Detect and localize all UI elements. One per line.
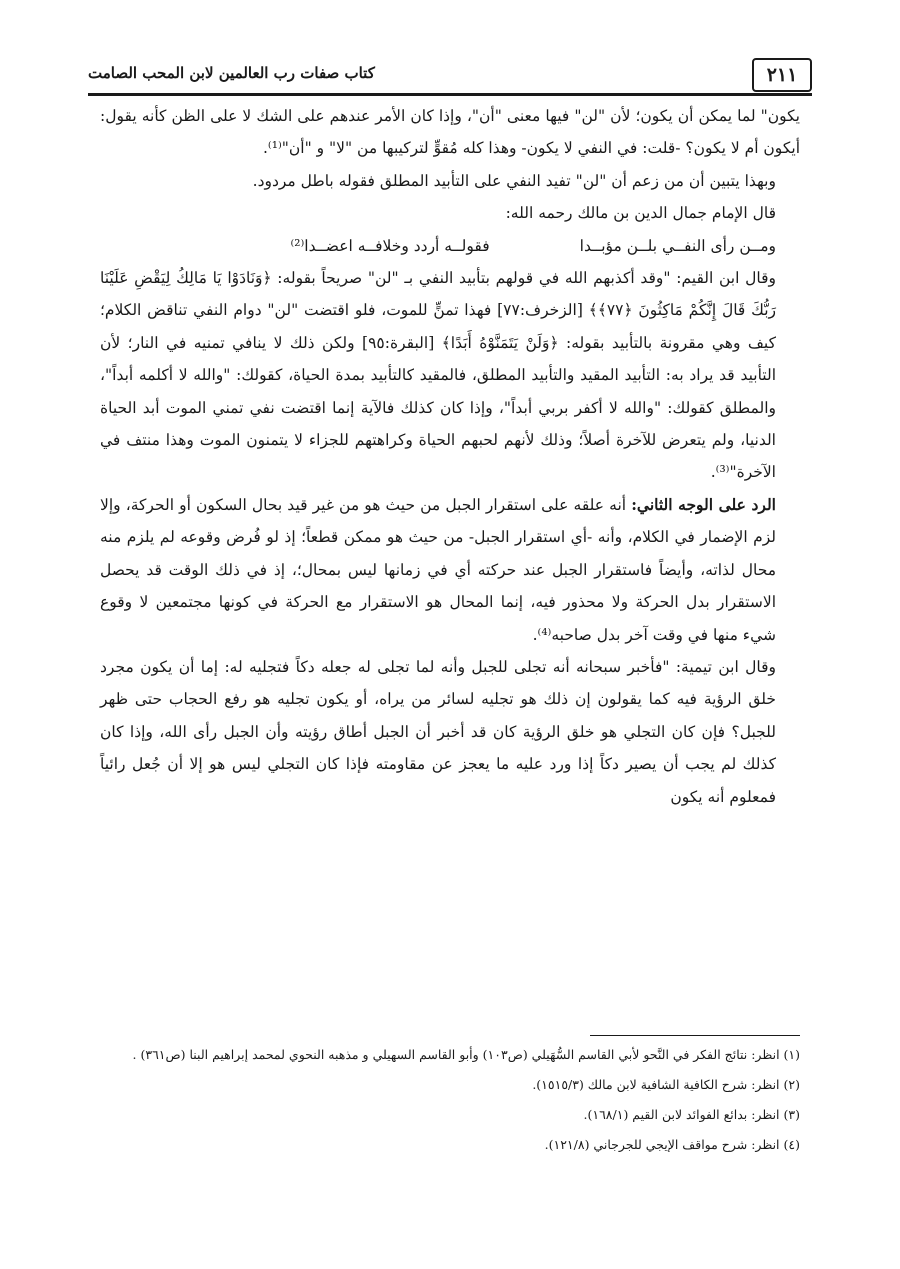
book-title: كتاب صفات رب العالمين لابن المحب الصامت	[88, 64, 375, 82]
footnote: (٢) انظر: شرح الكافية الشافية لابن مالك (١٥١٥/٣).	[532, 1077, 800, 1092]
page-header	[88, 58, 812, 92]
section-label: الرد على الوجه الثاني:	[631, 494, 776, 514]
verse-first-hemistich: ومــن رأى النفــي بلــن مؤبــدا	[579, 236, 776, 255]
paragraph: وبهذا يتبين أن من زعم أن "لن" تفيد النفي على التأبيد المطلق فقوله باطل مردود.	[252, 171, 776, 190]
poetry-verse	[100, 230, 800, 262]
footnote: (٤) انظر: شرح مواقف الإيجي للجرجاني (١٢١/٨).	[544, 1137, 800, 1152]
header-divider	[88, 93, 812, 96]
footnote-divider	[590, 1035, 800, 1036]
paragraph: قال الإمام جمال الدين بن مالك رحمه الله:	[505, 204, 776, 223]
paragraph: وقال ابن تيمية: "فأخبر سبحانه أنه تجلى للجبل وأنه لما تجلى له جعله دكاً فتجليه له: إما أن يكون مجرد خلق الرؤية فيه كما يقولون إن ذلك هو تجليه لسائر من يراه، أو يكون تجليه هو رفع الحجاب حتى ظهر للجبل؟ فإن كان التجلي هو خلق الرؤية كان قد أخبر أن الجبل أطاق رؤيته وأن الجبل رأى الله، وإذا كان كذلك لم يجب أن يصير دكاً إذا ورد عليه ما يعجز عن مقاومته فإذا كان التجلي ليس هو إلا أن جُعل رائياً فمعلوم أنه يكون	[100, 657, 776, 806]
page-number: ٢١١	[752, 58, 812, 92]
paragraph: يكون" لما يمكن أن يكون؛ لأن "لن" فيها معنى "أن"، وإذا كان الأمر عندهم على الشك لا على الظن كأنه يقول: أيكون أم لا يكون؟ -قلت: في النفي لا يكون- وهذا كله مُقوٍّ لتركيبها من "لا" و "أن"⁽¹⁾.	[100, 107, 800, 158]
paragraph-text: أنه علقه على استقرار الجبل من حيث هو من غير قيد بحال السكون أو الحركة، وإلا لزم الإضمار في الكلام، وأنه -أي استقرار الجبل- من حيث هو ممكن قطعاً؛ إذ لو فُرض وقوعه لم يلزم منه محال لذاته، وأيضاً فاستقرار الجبل عند حركته أي في زمانها ليس بمحال؛، إذ في ذلك الوقت قد يحصل الاستقرار بدل الحركة ولا محذور فيه، إنما المحال هو الاستقرار مع الحركة في كونها مجتمعين لا وقوع شيء منها في وقت آخر بدل صاحبه⁽⁴⁾.	[100, 495, 776, 644]
paragraph	[100, 489, 800, 651]
verse-second-hemistich: فقولــه أردد وخلافــه اعضــدا⁽²⁾	[290, 236, 490, 255]
footnotes	[100, 1040, 800, 1160]
footnote: (٣) انظر: بدائع الفوائد لابن القيم (١٦٨/١).	[583, 1107, 800, 1122]
footnote: (١) انظر: نتائج الفكر في النَّحو لأبي القاسم السُّهَيلي (ص١٠٣) وأبو القاسم السهيلي و مذهبه النحوي لمحمد إبراهيم البنا (ص٣٦١) .	[132, 1047, 800, 1062]
paragraph: وقال ابن القيم: "وقد أكذبهم الله في قولهم بتأبيد النفي بـ "لن" صريحاً بقوله: ﴿وَنَادَوْا يَا مَالِكُ لِيَقْضِ عَلَيْنَا رَبُّكَ قَالَ إِنَّكُمْ مَاكِثُونَ ﴿٧٧﴾﴾ [الزخرف:٧٧] فهذا تمنٍّ للموت، فلو اقتضت "لن" دوام النفي تناقض الكلام؛ كيف وهي مقرونة بالتأبيد بقوله: ﴿وَلَنْ يَتَمَنَّوْهُ أَبَدًا﴾ [البقرة:٩٥] ولكن ذلك لا ينافي تمنيه في النار؛ لأن التأبيد قد يراد به: التأبيد المقيد والتأبيد المطلق، فالمقيد كالتأبيد بمدة الحياة، كقولك: "والله لا أكلمه أبداً"، والمطلق كقولك: "والله لا أكفر بربي أبداً"، وإذا كان كذلك فالآية إنما اقتضت نفي تمني الموت أبد الحياة الدنيا، ولم يتعرض للآخرة أصلاً؛ وذلك لأنهم لحبهم الحياة وكراهتهم للجزاء لا يتمنون الموت وهذا منتف في الآخرة"⁽³⁾.	[100, 269, 777, 482]
main-text	[100, 100, 800, 813]
